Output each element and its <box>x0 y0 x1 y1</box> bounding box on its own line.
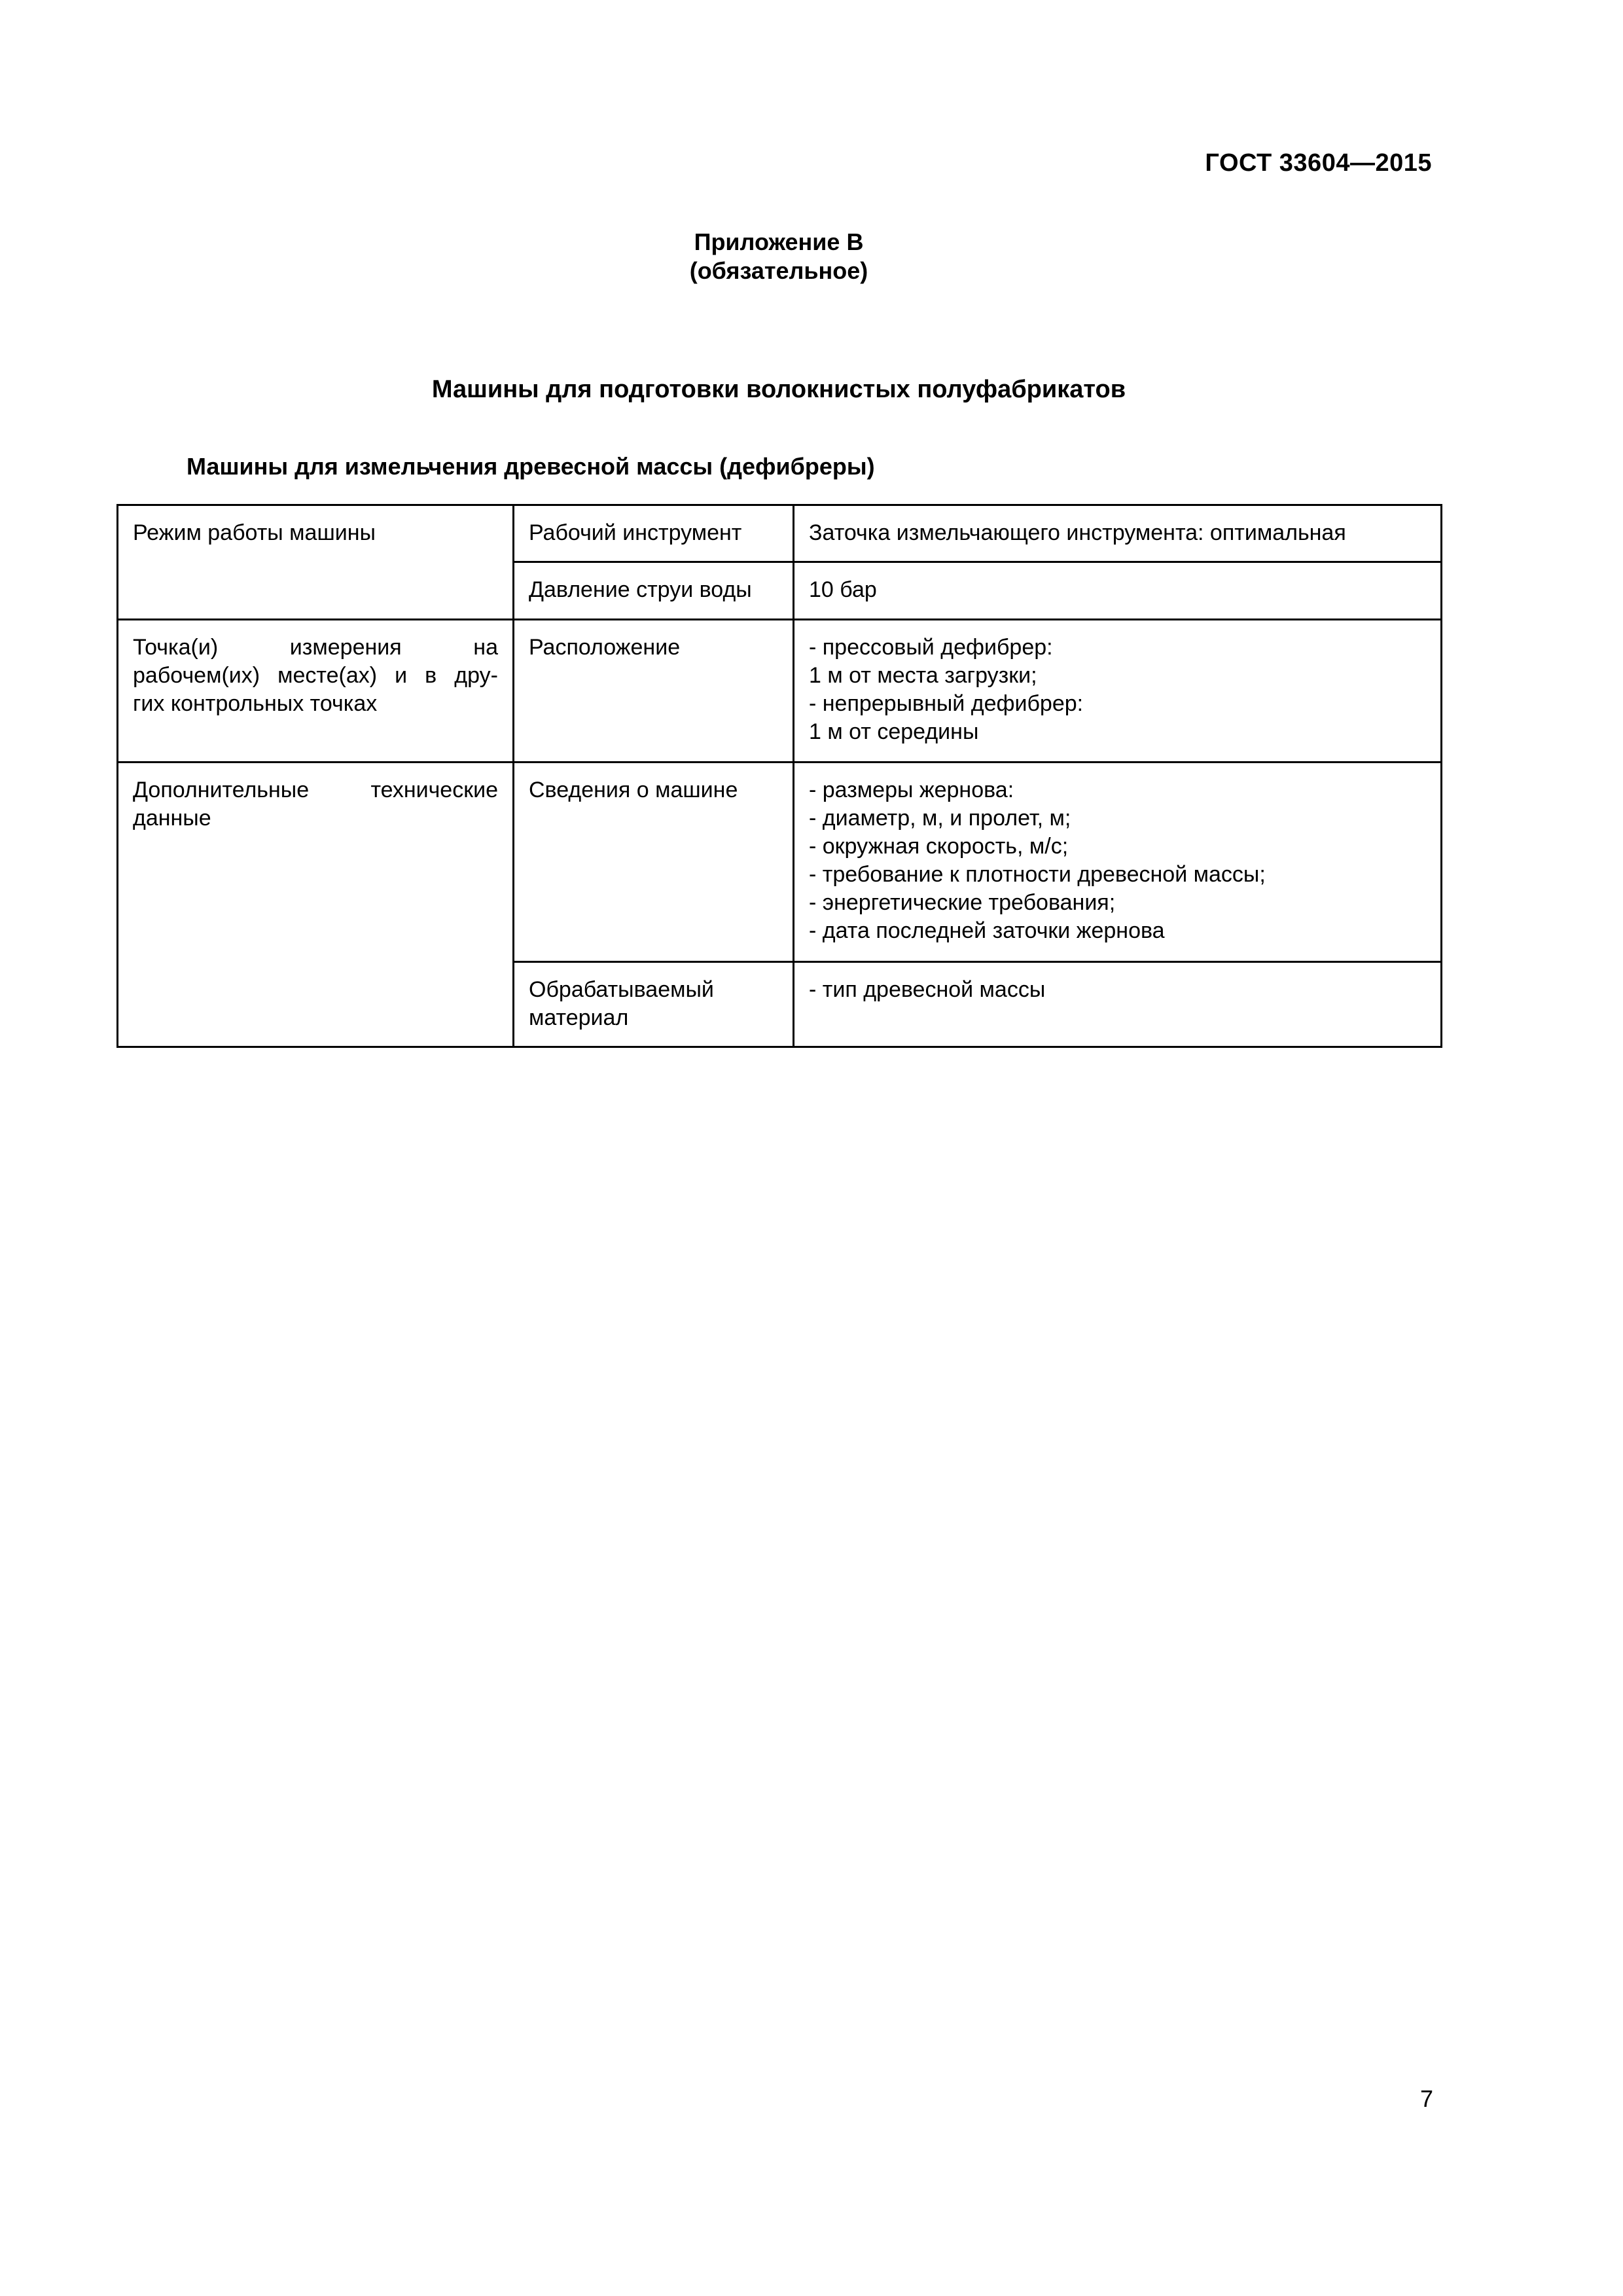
cell-water-pressure-label: Давление струи воды <box>514 562 794 620</box>
material-label-line: материал <box>529 1005 629 1030</box>
appendix-status: (обязательное) <box>689 257 868 284</box>
cell-material-label <box>514 962 794 1047</box>
cell-sharpening: Заточка измельчающего инструмента: оптимальная <box>794 505 1442 562</box>
machine-info-line: - диаметр, м, и пролет, м; <box>809 806 1071 831</box>
cell-working-tool: Рабочий инструмент <box>514 505 794 562</box>
location-line: - непрерывный дефибрер: <box>809 691 1084 716</box>
location-line: - прессовый дефибрер: <box>809 635 1053 660</box>
cell-location-values <box>794 620 1442 762</box>
appendix-title: Приложение В <box>694 228 864 255</box>
spec-table <box>116 504 1442 1048</box>
location-line: 1 м от середины <box>809 719 979 744</box>
machine-info-line: - размеры жернова: <box>809 778 1014 802</box>
measurement-points-line: рабочем(их) месте(ах) и в дру- <box>133 663 498 688</box>
machine-info-line: - дата последней заточки жернова <box>809 918 1165 943</box>
measurement-points-line: гих контрольных точках <box>133 691 378 716</box>
cell-operating-mode: Режим работы машины <box>118 505 514 620</box>
cell-measurement-points <box>118 620 514 762</box>
cell-water-pressure-value: 10 бар <box>794 562 1442 620</box>
additional-data-line: Дополнительные технические <box>133 778 498 802</box>
cell-location-label: Расположение <box>514 620 794 762</box>
main-title: Машины для подготовки волокнистых полуфабрикатов <box>431 376 1126 403</box>
location-line: 1 м от места загрузки; <box>809 663 1037 688</box>
sub-title: Машины для измельчения древесной массы (дефибреры) <box>187 453 875 480</box>
document-code: ГОСТ 33604—2015 <box>1205 149 1432 177</box>
machine-info-line: - требование к плотности древесной массы; <box>809 862 1266 887</box>
additional-data-line: данные <box>133 806 211 831</box>
table-row <box>118 505 1442 562</box>
measurement-points-line: Точка(и) измерения на <box>133 635 498 660</box>
material-label-line: Обрабатываемый <box>529 977 714 1002</box>
machine-info-line: - окружная скорость, м/с; <box>809 834 1069 859</box>
page-number: 7 <box>1419 2085 1433 2112</box>
appendix-heading <box>0 228 1558 285</box>
cell-additional-data <box>118 762 514 1047</box>
table-row <box>118 620 1442 762</box>
cell-material-value: - тип древесной массы <box>794 962 1442 1047</box>
machine-info-line: - энергетические требования; <box>809 890 1116 915</box>
cell-machine-info-values <box>794 762 1442 962</box>
cell-machine-info-label: Сведения о машине <box>514 762 794 962</box>
table-row <box>118 762 1442 962</box>
